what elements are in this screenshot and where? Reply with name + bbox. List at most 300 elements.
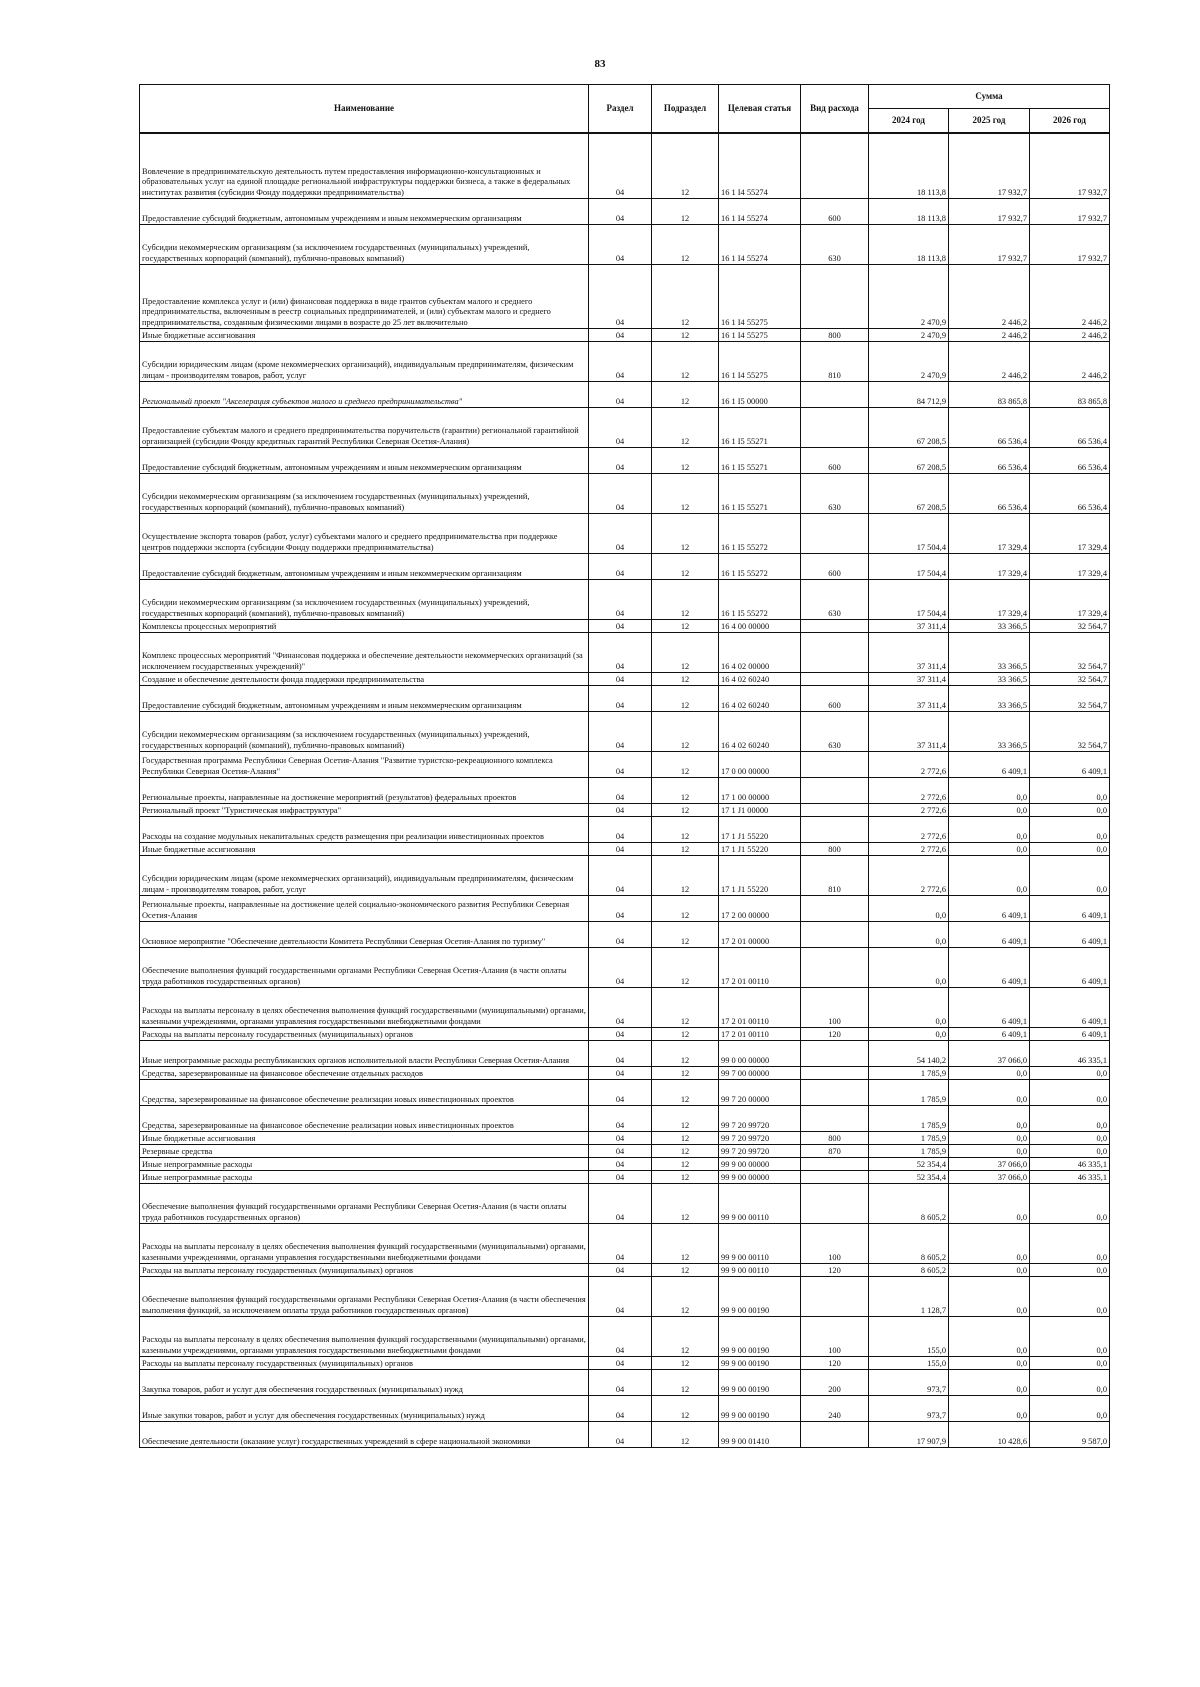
row-sum-2025: 6 409,1: [949, 752, 1030, 778]
row-name: Обеспечение деятельности (оказание услуг) государственных учреждений в сфере национальной экономики: [140, 1422, 589, 1448]
row-sum-2024: 2 772,6: [869, 804, 949, 817]
table-row: [140, 633, 1110, 673]
header-year-2025: 2025 год: [949, 109, 1030, 133]
header-razdel: Раздел: [589, 85, 652, 133]
row-razdel: 04: [589, 225, 652, 265]
row-sum-2026: 0,0: [1030, 1106, 1110, 1132]
row-sum-2026: 66 536,4: [1030, 448, 1110, 474]
row-razdel: 04: [589, 1277, 652, 1317]
row-sum-2025: 0,0: [949, 1224, 1030, 1264]
row-name: Иные непрограммные расходы республиканских органов исполнительной власти Республики Северная Осетия-Алания: [140, 1041, 589, 1067]
table-row: [140, 948, 1110, 988]
row-sum-2024: 17 504,4: [869, 554, 949, 580]
row-podrazdel: 12: [652, 1106, 719, 1132]
row-target-article: 16 1 I4 55275: [719, 342, 801, 382]
row-razdel: 04: [589, 554, 652, 580]
row-sum-2025: 0,0: [949, 1067, 1030, 1080]
row-sum-2026: 0,0: [1030, 1277, 1110, 1317]
budget-table: [139, 84, 1110, 1448]
row-podrazdel: 12: [652, 342, 719, 382]
row-podrazdel: 12: [652, 408, 719, 448]
row-podrazdel: 12: [652, 1317, 719, 1357]
row-name: Предоставление субсидий бюджетным, автономным учреждениям и иным некоммерческим организациям: [140, 199, 589, 225]
row-expense-type: 120: [801, 1028, 869, 1041]
row-sum-2026: 9 587,0: [1030, 1422, 1110, 1448]
row-target-article: 99 9 00 01410: [719, 1422, 801, 1448]
row-name: Комплекс процессных мероприятий "Финансовая поддержка и обеспечение деятельности некоммерческих организаций (за исключением государственных учреждений)": [140, 633, 589, 673]
row-target-article: 99 7 00 00000: [719, 1067, 801, 1080]
row-name: Комплексы процессных мероприятий: [140, 620, 589, 633]
row-podrazdel: 12: [652, 804, 719, 817]
row-name: Предоставление субъектам малого и среднего предпринимательства поручительств (гарантии) региональной гарантийной организацией (субсидии Фонду кредитных гарантий Республики Северная Осетия-Алания): [140, 408, 589, 448]
row-podrazdel: 12: [652, 1041, 719, 1067]
row-target-article: 16 1 I5 55272: [719, 580, 801, 620]
row-expense-type: [801, 133, 869, 199]
row-razdel: 04: [589, 1041, 652, 1067]
row-target-article: 17 2 01 00110: [719, 948, 801, 988]
table-row: [140, 1041, 1110, 1067]
row-sum-2024: 2 772,6: [869, 752, 949, 778]
row-sum-2024: 37 311,4: [869, 673, 949, 686]
row-sum-2024: 2 470,9: [869, 329, 949, 342]
row-podrazdel: 12: [652, 1370, 719, 1396]
row-target-article: 16 1 I5 00000: [719, 382, 801, 408]
row-razdel: 04: [589, 843, 652, 856]
row-podrazdel: 12: [652, 133, 719, 199]
row-sum-2024: 2 772,6: [869, 856, 949, 896]
row-sum-2026: 83 865,8: [1030, 382, 1110, 408]
row-sum-2026: 6 409,1: [1030, 1028, 1110, 1041]
row-target-article: 16 1 I5 55271: [719, 474, 801, 514]
table-row: [140, 133, 1110, 199]
row-name: Предоставление субсидий бюджетным, автономным учреждениям и иным некоммерческим организациям: [140, 554, 589, 580]
row-sum-2024: 155,0: [869, 1317, 949, 1357]
row-sum-2025: 33 366,5: [949, 712, 1030, 752]
row-sum-2025: 6 409,1: [949, 988, 1030, 1028]
row-expense-type: 100: [801, 1224, 869, 1264]
row-sum-2025: 66 536,4: [949, 408, 1030, 448]
table-row: [140, 752, 1110, 778]
row-expense-type: 100: [801, 1317, 869, 1357]
row-sum-2026: 6 409,1: [1030, 896, 1110, 922]
row-expense-type: 810: [801, 342, 869, 382]
row-sum-2026: 66 536,4: [1030, 408, 1110, 448]
row-sum-2025: 17 329,4: [949, 514, 1030, 554]
row-razdel: 04: [589, 1224, 652, 1264]
table-row: [140, 712, 1110, 752]
table-row: [140, 1028, 1110, 1041]
row-name: Предоставление субсидий бюджетным, автономным учреждениям и иным некоммерческим организациям: [140, 686, 589, 712]
row-target-article: 16 1 I5 55272: [719, 514, 801, 554]
table-row: [140, 673, 1110, 686]
row-target-article: 16 1 I5 55271: [719, 448, 801, 474]
row-sum-2024: 973,7: [869, 1370, 949, 1396]
row-target-article: 99 9 00 00190: [719, 1370, 801, 1396]
row-sum-2025: 2 446,2: [949, 342, 1030, 382]
row-name: Расходы на выплаты персоналу государственных (муниципальных) органов: [140, 1264, 589, 1277]
row-sum-2025: 33 366,5: [949, 686, 1030, 712]
table-row: [140, 1264, 1110, 1277]
row-sum-2025: 6 409,1: [949, 948, 1030, 988]
row-target-article: 99 7 20 99720: [719, 1132, 801, 1145]
row-razdel: 04: [589, 1396, 652, 1422]
row-sum-2024: 0,0: [869, 922, 949, 948]
row-sum-2024: 37 311,4: [869, 686, 949, 712]
row-razdel: 04: [589, 1106, 652, 1132]
row-expense-type: [801, 804, 869, 817]
row-expense-type: 800: [801, 1132, 869, 1145]
row-name: Предоставление субсидий бюджетным, автономным учреждениям и иным некоммерческим организациям: [140, 448, 589, 474]
row-razdel: 04: [589, 382, 652, 408]
row-sum-2024: 18 113,8: [869, 199, 949, 225]
row-expense-type: 600: [801, 199, 869, 225]
row-podrazdel: 12: [652, 1067, 719, 1080]
table-row: [140, 329, 1110, 342]
row-podrazdel: 12: [652, 1224, 719, 1264]
row-podrazdel: 12: [652, 778, 719, 804]
row-name: Субсидии юридическим лицам (кроме некоммерческих организаций), индивидуальным предпринимателям, физическим лицам - производителям товаров, работ, услуг: [140, 856, 589, 896]
row-target-article: 99 7 20 00000: [719, 1080, 801, 1106]
row-podrazdel: 12: [652, 1422, 719, 1448]
row-sum-2026: 46 335,1: [1030, 1041, 1110, 1067]
row-sum-2024: 54 140,2: [869, 1041, 949, 1067]
row-sum-2024: 155,0: [869, 1357, 949, 1370]
row-razdel: 04: [589, 1028, 652, 1041]
table-row: [140, 896, 1110, 922]
row-razdel: 04: [589, 1370, 652, 1396]
row-razdel: 04: [589, 199, 652, 225]
row-sum-2025: 0,0: [949, 856, 1030, 896]
row-name: Расходы на выплаты персоналу в целях обеспечения выполнения функций государственными (муниципальными) органами, казенными учреждениями, органами управления государственными внебюджетными фондами: [140, 1224, 589, 1264]
row-sum-2025: 0,0: [949, 817, 1030, 843]
row-razdel: 04: [589, 752, 652, 778]
row-sum-2026: 0,0: [1030, 856, 1110, 896]
row-razdel: 04: [589, 329, 652, 342]
row-expense-type: 240: [801, 1396, 869, 1422]
row-expense-type: [801, 265, 869, 329]
row-podrazdel: 12: [652, 1184, 719, 1224]
row-expense-type: [801, 1067, 869, 1080]
row-target-article: 99 9 00 00110: [719, 1224, 801, 1264]
row-sum-2025: 17 932,7: [949, 225, 1030, 265]
row-name: Региональные проекты, направленные на достижение мероприятий (результатов) федеральных проектов: [140, 778, 589, 804]
row-sum-2026: 17 932,7: [1030, 225, 1110, 265]
row-name: Субсидии некоммерческим организациям (за исключением государственных (муниципальных) учреждений, государственных корпораций (компаний), публично-правовых компаний): [140, 712, 589, 752]
row-expense-type: [801, 817, 869, 843]
row-target-article: 99 9 00 00190: [719, 1396, 801, 1422]
row-expense-type: 200: [801, 1370, 869, 1396]
row-razdel: 04: [589, 856, 652, 896]
row-expense-type: 630: [801, 474, 869, 514]
header-podrazdel: Подраздел: [652, 85, 719, 133]
table-row: [140, 580, 1110, 620]
row-target-article: 17 1 J1 55220: [719, 856, 801, 896]
row-sum-2024: 18 113,8: [869, 225, 949, 265]
row-expense-type: 810: [801, 856, 869, 896]
row-name: Закупка товаров, работ и услуг для обеспечения государственных (муниципальных) нужд: [140, 1370, 589, 1396]
row-sum-2025: 0,0: [949, 778, 1030, 804]
row-sum-2024: 37 311,4: [869, 633, 949, 673]
table-row: [140, 1145, 1110, 1158]
table-row: [140, 1422, 1110, 1448]
row-razdel: 04: [589, 1317, 652, 1357]
header-year-2026: 2026 год: [1030, 109, 1110, 133]
row-sum-2025: 66 536,4: [949, 448, 1030, 474]
row-expense-type: [801, 896, 869, 922]
row-podrazdel: 12: [652, 1145, 719, 1158]
row-sum-2024: 1 128,7: [869, 1277, 949, 1317]
row-name: Средства, зарезервированные на финансовое обеспечение отдельных расходов: [140, 1067, 589, 1080]
row-sum-2026: 17 932,7: [1030, 199, 1110, 225]
row-podrazdel: 12: [652, 554, 719, 580]
row-sum-2024: 2 772,6: [869, 843, 949, 856]
row-podrazdel: 12: [652, 474, 719, 514]
row-name: Основное мероприятие "Обеспечение деятельности Комитета Республики Северная Осетия-Алания по туризму": [140, 922, 589, 948]
row-sum-2024: 1 785,9: [869, 1106, 949, 1132]
row-sum-2026: 0,0: [1030, 843, 1110, 856]
row-target-article: 16 1 I4 55275: [719, 329, 801, 342]
row-sum-2025: 2 446,2: [949, 265, 1030, 329]
row-target-article: 17 2 01 00000: [719, 922, 801, 948]
row-expense-type: [801, 922, 869, 948]
row-target-article: 17 1 J1 55220: [719, 843, 801, 856]
row-razdel: 04: [589, 514, 652, 554]
row-sum-2025: 0,0: [949, 1370, 1030, 1396]
row-razdel: 04: [589, 948, 652, 988]
table-row: [140, 342, 1110, 382]
row-podrazdel: 12: [652, 265, 719, 329]
table-row: [140, 804, 1110, 817]
table-row: [140, 817, 1110, 843]
row-name: Резервные средства: [140, 1145, 589, 1158]
row-razdel: 04: [589, 265, 652, 329]
row-sum-2026: 32 564,7: [1030, 686, 1110, 712]
row-razdel: 04: [589, 620, 652, 633]
table-row: [140, 778, 1110, 804]
header-year-2024: 2024 год: [869, 109, 949, 133]
row-name: Государственная программа Республики Северная Осетия-Алания "Развитие туристско-рекреационного комплекса Республики Северная Осетия-Алания": [140, 752, 589, 778]
row-sum-2026: 6 409,1: [1030, 948, 1110, 988]
row-sum-2026: 6 409,1: [1030, 922, 1110, 948]
row-target-article: 99 9 00 00110: [719, 1184, 801, 1224]
row-expense-type: [801, 948, 869, 988]
table-row: [140, 1184, 1110, 1224]
row-expense-type: [801, 1171, 869, 1184]
row-sum-2025: 0,0: [949, 1080, 1030, 1106]
table-row: [140, 554, 1110, 580]
row-name: Иные бюджетные ассигнования: [140, 1132, 589, 1145]
row-razdel: 04: [589, 817, 652, 843]
table-row: [140, 1106, 1110, 1132]
row-sum-2025: 0,0: [949, 1145, 1030, 1158]
row-razdel: 04: [589, 1357, 652, 1370]
row-sum-2026: 0,0: [1030, 1067, 1110, 1080]
row-expense-type: [801, 1080, 869, 1106]
row-sum-2026: 66 536,4: [1030, 474, 1110, 514]
row-razdel: 04: [589, 1067, 652, 1080]
row-expense-type: [801, 408, 869, 448]
row-expense-type: 630: [801, 580, 869, 620]
row-name: Иные бюджетные ассигнования: [140, 843, 589, 856]
row-podrazdel: 12: [652, 1277, 719, 1317]
row-sum-2026: 0,0: [1030, 1370, 1110, 1396]
row-sum-2024: 2 772,6: [869, 778, 949, 804]
row-sum-2025: 37 066,0: [949, 1041, 1030, 1067]
row-expense-type: [801, 382, 869, 408]
row-name: Иные непрограммные расходы: [140, 1171, 589, 1184]
row-sum-2026: 32 564,7: [1030, 712, 1110, 752]
row-expense-type: [801, 1184, 869, 1224]
row-sum-2024: 67 208,5: [869, 448, 949, 474]
row-name: Региональный проект "Туристическая инфраструктура": [140, 804, 589, 817]
row-sum-2025: 0,0: [949, 1357, 1030, 1370]
row-sum-2024: 1 785,9: [869, 1132, 949, 1145]
row-sum-2024: 37 311,4: [869, 712, 949, 752]
row-sum-2024: 2 772,6: [869, 817, 949, 843]
row-razdel: 04: [589, 133, 652, 199]
row-name: Расходы на выплаты персоналу в целях обеспечения выполнения функций государственными (муниципальными) органами, казенными учреждениями, органами управления государственными внебюджетными фондами: [140, 988, 589, 1028]
row-target-article: 16 4 02 60240: [719, 686, 801, 712]
row-target-article: 16 1 I4 55274: [719, 199, 801, 225]
table-row: [140, 620, 1110, 633]
row-razdel: 04: [589, 342, 652, 382]
row-target-article: 16 4 02 00000: [719, 633, 801, 673]
row-razdel: 04: [589, 448, 652, 474]
row-target-article: 16 1 I4 55274: [719, 133, 801, 199]
row-razdel: 04: [589, 1145, 652, 1158]
row-sum-2026: 32 564,7: [1030, 620, 1110, 633]
row-sum-2025: 37 066,0: [949, 1171, 1030, 1184]
row-target-article: 99 7 20 99720: [719, 1145, 801, 1158]
row-expense-type: [801, 1277, 869, 1317]
row-podrazdel: 12: [652, 856, 719, 896]
row-sum-2026: 32 564,7: [1030, 633, 1110, 673]
row-expense-type: [801, 514, 869, 554]
row-sum-2025: 17 932,7: [949, 199, 1030, 225]
row-expense-type: [801, 620, 869, 633]
row-name: Создание и обеспечение деятельности фонда поддержки предпринимательства: [140, 673, 589, 686]
row-razdel: 04: [589, 686, 652, 712]
row-target-article: 16 1 I4 55274: [719, 225, 801, 265]
row-podrazdel: 12: [652, 1171, 719, 1184]
row-name: Обеспечение выполнения функций государственными органами Республики Северная Осетия-Алания (в части оплаты труда работников государственных органов): [140, 948, 589, 988]
row-expense-type: 600: [801, 554, 869, 580]
row-target-article: 17 2 00 00000: [719, 896, 801, 922]
row-sum-2025: 0,0: [949, 1106, 1030, 1132]
row-podrazdel: 12: [652, 686, 719, 712]
row-podrazdel: 12: [652, 922, 719, 948]
row-razdel: 04: [589, 1171, 652, 1184]
row-expense-type: 120: [801, 1264, 869, 1277]
row-sum-2026: 0,0: [1030, 1224, 1110, 1264]
row-target-article: 99 9 00 00190: [719, 1317, 801, 1357]
table-row: [140, 408, 1110, 448]
row-name: Расходы на выплаты персоналу государственных (муниципальных) органов: [140, 1357, 589, 1370]
row-name: Средства, зарезервированные на финансовое обеспечение реализации новых инвестиционных проектов: [140, 1106, 589, 1132]
row-razdel: 04: [589, 804, 652, 817]
row-target-article: 16 1 I5 55272: [719, 554, 801, 580]
row-expense-type: [801, 673, 869, 686]
row-expense-type: 800: [801, 329, 869, 342]
row-sum-2025: 6 409,1: [949, 922, 1030, 948]
row-razdel: 04: [589, 922, 652, 948]
row-name: Субсидии юридическим лицам (кроме некоммерческих организаций), индивидуальным предпринимателям, физическим лицам - производителям товаров, работ, услуг: [140, 342, 589, 382]
row-sum-2024: 52 354,4: [869, 1171, 949, 1184]
row-podrazdel: 12: [652, 752, 719, 778]
row-sum-2024: 0,0: [869, 948, 949, 988]
row-expense-type: 630: [801, 712, 869, 752]
table-row: [140, 1277, 1110, 1317]
row-sum-2024: 0,0: [869, 896, 949, 922]
row-target-article: 99 9 00 00000: [719, 1158, 801, 1171]
row-razdel: 04: [589, 1184, 652, 1224]
row-sum-2025: 0,0: [949, 1277, 1030, 1317]
row-sum-2026: 0,0: [1030, 804, 1110, 817]
row-podrazdel: 12: [652, 673, 719, 686]
header-expense-type: Вид расхода: [801, 85, 869, 133]
row-name: Средства, зарезервированные на финансовое обеспечение реализации новых инвестиционных проектов: [140, 1080, 589, 1106]
row-sum-2024: 18 113,8: [869, 133, 949, 199]
row-target-article: 17 0 00 00000: [719, 752, 801, 778]
row-sum-2025: 17 329,4: [949, 580, 1030, 620]
row-sum-2024: 8 605,2: [869, 1184, 949, 1224]
row-sum-2026: 2 446,2: [1030, 342, 1110, 382]
table-row: [140, 1080, 1110, 1106]
row-podrazdel: 12: [652, 382, 719, 408]
row-podrazdel: 12: [652, 225, 719, 265]
row-podrazdel: 12: [652, 712, 719, 752]
row-sum-2026: 0,0: [1030, 1145, 1110, 1158]
row-sum-2025: 17 329,4: [949, 554, 1030, 580]
row-sum-2026: 17 932,7: [1030, 133, 1110, 199]
row-target-article: 16 1 I5 55271: [719, 408, 801, 448]
row-sum-2026: 0,0: [1030, 1264, 1110, 1277]
table-row: [140, 199, 1110, 225]
row-sum-2025: 37 066,0: [949, 1158, 1030, 1171]
row-sum-2026: 2 446,2: [1030, 265, 1110, 329]
table-row: [140, 843, 1110, 856]
row-sum-2026: 17 329,4: [1030, 554, 1110, 580]
row-sum-2024: 1 785,9: [869, 1145, 949, 1158]
row-expense-type: 600: [801, 686, 869, 712]
table-row: [140, 1317, 1110, 1357]
row-razdel: 04: [589, 712, 652, 752]
row-sum-2024: 67 208,5: [869, 408, 949, 448]
row-expense-type: 630: [801, 225, 869, 265]
row-podrazdel: 12: [652, 1264, 719, 1277]
row-sum-2026: 17 329,4: [1030, 514, 1110, 554]
row-razdel: 04: [589, 1080, 652, 1106]
row-sum-2024: 84 712,9: [869, 382, 949, 408]
row-expense-type: 100: [801, 988, 869, 1028]
row-target-article: 17 1 J1 55220: [719, 817, 801, 843]
row-target-article: 99 0 00 00000: [719, 1041, 801, 1067]
row-name: Субсидии некоммерческим организациям (за исключением государственных (муниципальных) учреждений, государственных корпораций (компаний), публично-правовых компаний): [140, 474, 589, 514]
row-podrazdel: 12: [652, 633, 719, 673]
row-sum-2025: 0,0: [949, 843, 1030, 856]
row-sum-2025: 10 428,6: [949, 1422, 1030, 1448]
row-sum-2024: 8 605,2: [869, 1264, 949, 1277]
row-sum-2026: 0,0: [1030, 778, 1110, 804]
row-sum-2025: 0,0: [949, 1132, 1030, 1145]
row-razdel: 04: [589, 778, 652, 804]
row-podrazdel: 12: [652, 1132, 719, 1145]
row-sum-2024: 52 354,4: [869, 1158, 949, 1171]
row-expense-type: [801, 752, 869, 778]
table-body: [140, 133, 1110, 1448]
row-sum-2026: 0,0: [1030, 1080, 1110, 1106]
row-podrazdel: 12: [652, 817, 719, 843]
